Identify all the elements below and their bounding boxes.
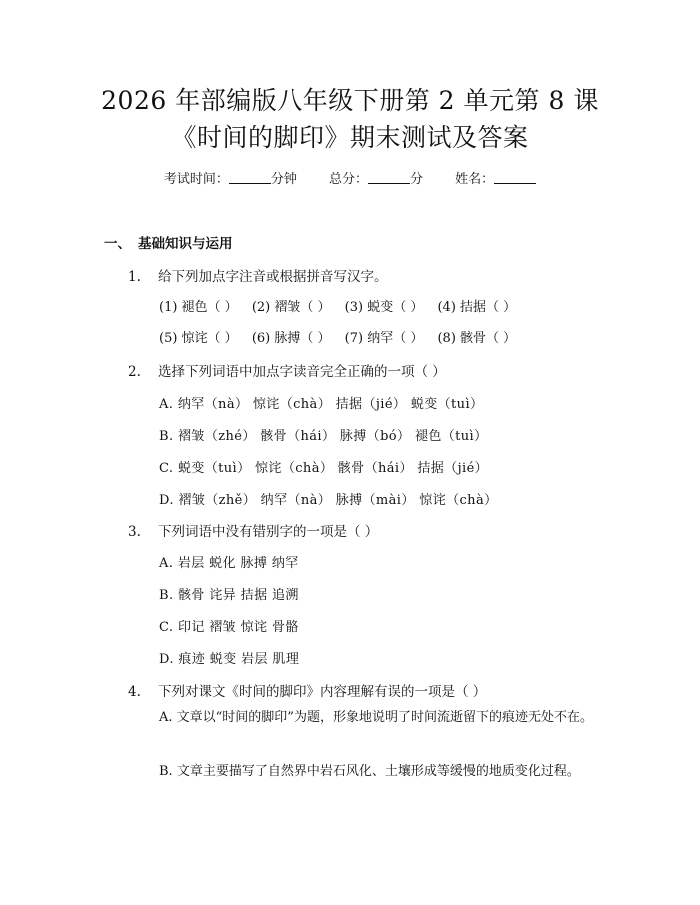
question-number: 4. <box>128 684 141 700</box>
question-number: 1. <box>128 269 141 285</box>
exam-name <box>455 172 536 187</box>
doc-title-line2: 《时间的脚印》期末测试及答案 <box>171 123 529 152</box>
time-unit: 分钟 <box>270 172 297 187</box>
section-title: 基础知识与运用 <box>138 236 233 252</box>
question-2 <box>128 360 446 380</box>
list-item: (2) 褶皱（ ） <box>251 300 331 315</box>
section-number: 一、 <box>104 236 131 252</box>
question-number: 2. <box>128 364 141 380</box>
question-3-option-b: B. 骸骨 诧异 拮据 追溯 <box>159 588 299 603</box>
name-blank <box>494 171 536 184</box>
list-item: (3) 蜕变（ ） <box>344 300 424 315</box>
time-blank <box>229 171 271 184</box>
list-item: (4) 拮据（ ） <box>437 300 517 315</box>
question-1-row-2 <box>159 327 526 346</box>
question-3-option-d: D. 痕迹 蜕变 岩层 肌理 <box>159 652 300 667</box>
question-2-option-c: C. 蜕变（tuì） 惊诧（chà） 骸骨（hái） 拮据（jié） <box>159 461 489 476</box>
section-heading <box>104 232 233 252</box>
list-item: (6) 脉搏（ ） <box>251 331 331 346</box>
doc-title-line1: 2026 年部编版八年级下册第 2 单元第 8 课 <box>101 86 599 115</box>
question-2-option-a: A. 纳罕（nà） 惊诧（chà） 拮据（jié） 蜕变（tuì） <box>159 397 484 412</box>
question-text: 下列对课文《时间的脚印》内容理解有误的一项是（ ） <box>158 684 487 700</box>
name-label: 姓名： <box>455 172 495 187</box>
score-blank <box>368 171 410 184</box>
score-unit: 分 <box>410 172 424 187</box>
exam-score <box>329 172 427 187</box>
list-item: (5) 惊诧（ ） <box>159 331 238 346</box>
list-item: (8) 骸骨（ ） <box>437 331 517 346</box>
question-text: 选择下列词语中加点字读音完全正确的一项（ ） <box>158 364 446 380</box>
question-4-option-b: B. 文章主要描写了自然界中岩石风化、土壤形成等缓慢的地质变化过程。 <box>159 764 580 779</box>
exam-time <box>164 172 301 187</box>
question-1 <box>128 265 388 285</box>
question-2-option-b: B. 褶皱（zhé） 骸骨（hái） 脉搏（bó） 褪色（tuì） <box>159 429 488 444</box>
time-label: 考试时间： <box>163 172 229 187</box>
exam-meta <box>0 168 700 187</box>
score-label: 总分： <box>328 172 368 187</box>
question-text: 给下列加点字注音或根据拼音写汉字。 <box>158 269 388 285</box>
question-text: 下列词语中没有错别字的一项是（ ） <box>158 524 379 540</box>
question-3 <box>128 520 378 540</box>
question-2-option-d: D. 褶皱（zhě） 纳罕（nà） 脉搏（mài） 惊诧（chà） <box>159 493 498 508</box>
list-item: (7) 纳罕（ ） <box>344 331 424 346</box>
question-1-row-1 <box>159 296 526 315</box>
question-4-option-a: A. 文章以“时间的脚印”为题，形象地说明了时间流逝留下的痕迹无处不在。 <box>159 710 593 725</box>
question-4 <box>128 680 486 700</box>
list-item: (1) 褪色（ ） <box>159 300 238 315</box>
question-number: 3. <box>128 524 141 540</box>
question-3-option-c: C. 印记 褶皱 惊诧 骨骼 <box>159 620 299 635</box>
question-3-option-a: A. 岩层 蜕化 脉搏 纳罕 <box>159 556 299 571</box>
